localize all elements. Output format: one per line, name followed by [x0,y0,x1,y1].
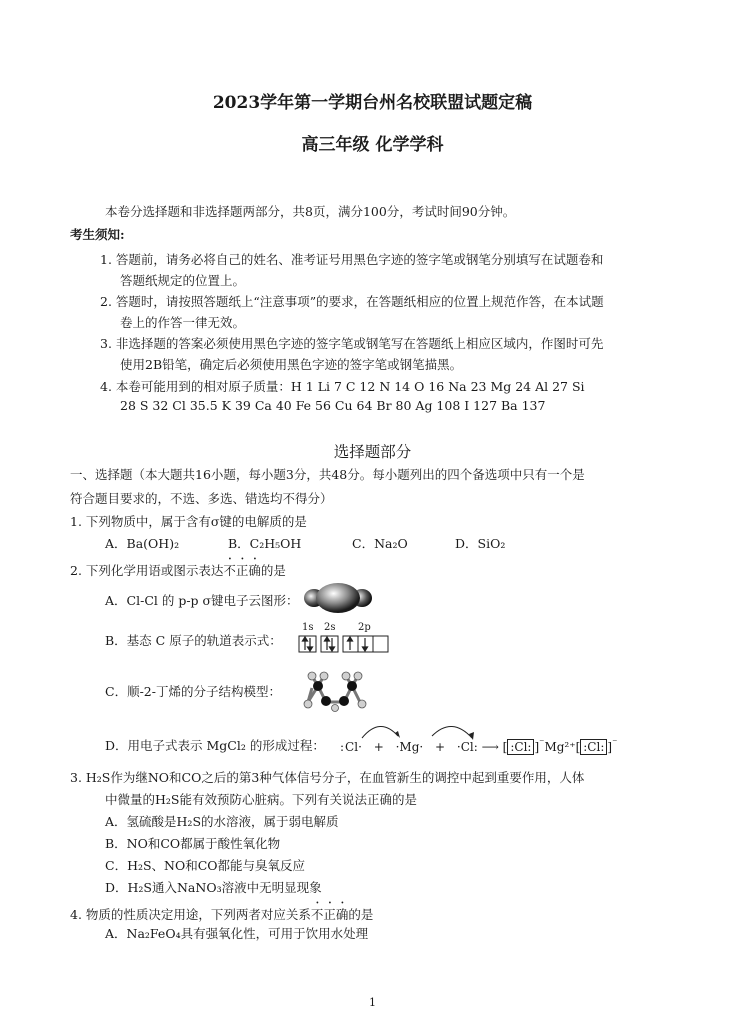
notice-item: 4. 本卷可能用到的相对原子质量：H 1 Li 7 C 12 N 14 O 16 Na 23 Mg 24 Al 27 Si [100,379,585,394]
q3-stem: 中微量的H₂S能有效预防心脏病。下列有关说法正确的是 [105,792,417,807]
q2-option-c: C．顺-2-丁烯的分子结构模型： [105,684,281,699]
q1-option-c: C．Na₂O [352,536,408,551]
notice-item: 28 S 32 Cl 35.5 K 39 Ca 40 Fe 56 Cu 64 Br 80 Ag 108 I 127 Ba 137 [120,398,546,413]
notice-item: 卷上的作答一律无效。 [120,315,246,330]
intro-text: 本卷分选择题和非选择题两部分，共8页，满分100分，考试时间90分钟。 [105,204,516,219]
q1-option-a: A．Ba(OH)₂ [105,536,180,551]
section-title: 选择题部分 [333,443,412,461]
q3-option-b: B．NO和CO都属于酸性氧化物 [105,836,281,851]
sigma-bond-cloud-image [302,580,374,616]
cis-2-butene-model [298,668,370,712]
part-instructions: 符合题目要求的，不选、多选、错选均不得分） [70,491,333,506]
q2-stem: 2. 下列化学用语或图示表达不正确的是 [70,563,286,578]
q1-option-d: D．SiO₂ [455,536,506,551]
exam-title: 2023学年第一学期台州名校联盟试题定稿 [212,93,533,113]
notice-heading: 考生须知: [70,227,125,242]
q4-stem: 4. 物质的性质决定用途，下列两者对应关系不正确的是 [70,907,374,922]
notice-item: 2. 答题时，请按照答题纸上“注意事项”的要求，在答题纸相应的位置上规范作答，在本试题 [100,294,604,309]
q4-option-a: A．Na₂FeO₄具有强氧化性，可用于饮用水处理 [105,926,369,941]
q1-option-b: B．C₂H₅OH [228,536,302,551]
q2-option-a: A．Cl-Cl 的 p-p σ键电子云图形： [105,593,299,608]
part-instructions: 一、选择题（本大题共16小题，每小题3分，共48分。每小题列出的四个备选项中只有一个是 [70,467,585,482]
q2-option-d: D．用电子式表示 MgCl₂ 的形成过程： [105,738,325,753]
page-number: 1 [369,996,376,1009]
exam-subtitle: 高三年级 化学学科 [301,135,444,155]
mgcl2-formation-equation: :Cl· + ·Mg· + ·Cl: ⟶ [ :Cl: ]⁻Mg²⁺[ :Cl: ]⁻ [340,738,618,754]
q3-option-c: C．H₂S、NO和CO都能与臭氧反应 [105,858,306,873]
q3-stem: 3. H₂S作为继NO和CO之后的第3种气体信号分子，在血管新生的调控中起到重要作用，人体 [70,770,585,785]
q1-stem: 1. 下列物质中，属于含有σ键的电解质的是 [70,514,307,529]
notice-item: 1. 答题前，请务必将自己的姓名、准考证号用黑色字迹的签字笔或钢笔分别填写在试题卷和 [100,252,604,267]
q2-option-b: B．基态 C 原子的轨道表示式： [105,633,282,648]
notice-item: 3. 非选择题的答案必须使用黑色字迹的签字笔或钢笔写在答题纸上相应区域内，作图时可先 [100,336,604,351]
orbital-label: 2p [358,622,371,633]
orbital-label: 1s [302,622,314,633]
orbital-diagram [298,634,390,654]
notice-item: 使用2B铅笔，确定后必须使用黑色字迹的签字笔或钢笔描黑。 [120,357,463,372]
notice-item: 答题纸规定的位置上。 [120,273,246,288]
orbital-label: 2s [324,622,336,633]
q3-option-d: D．H₂S通入NaNO₃溶液中无明显现象 [105,880,322,895]
q3-option-a: A．氢硫酸是H₂S的水溶液，属于弱电解质 [105,814,339,829]
